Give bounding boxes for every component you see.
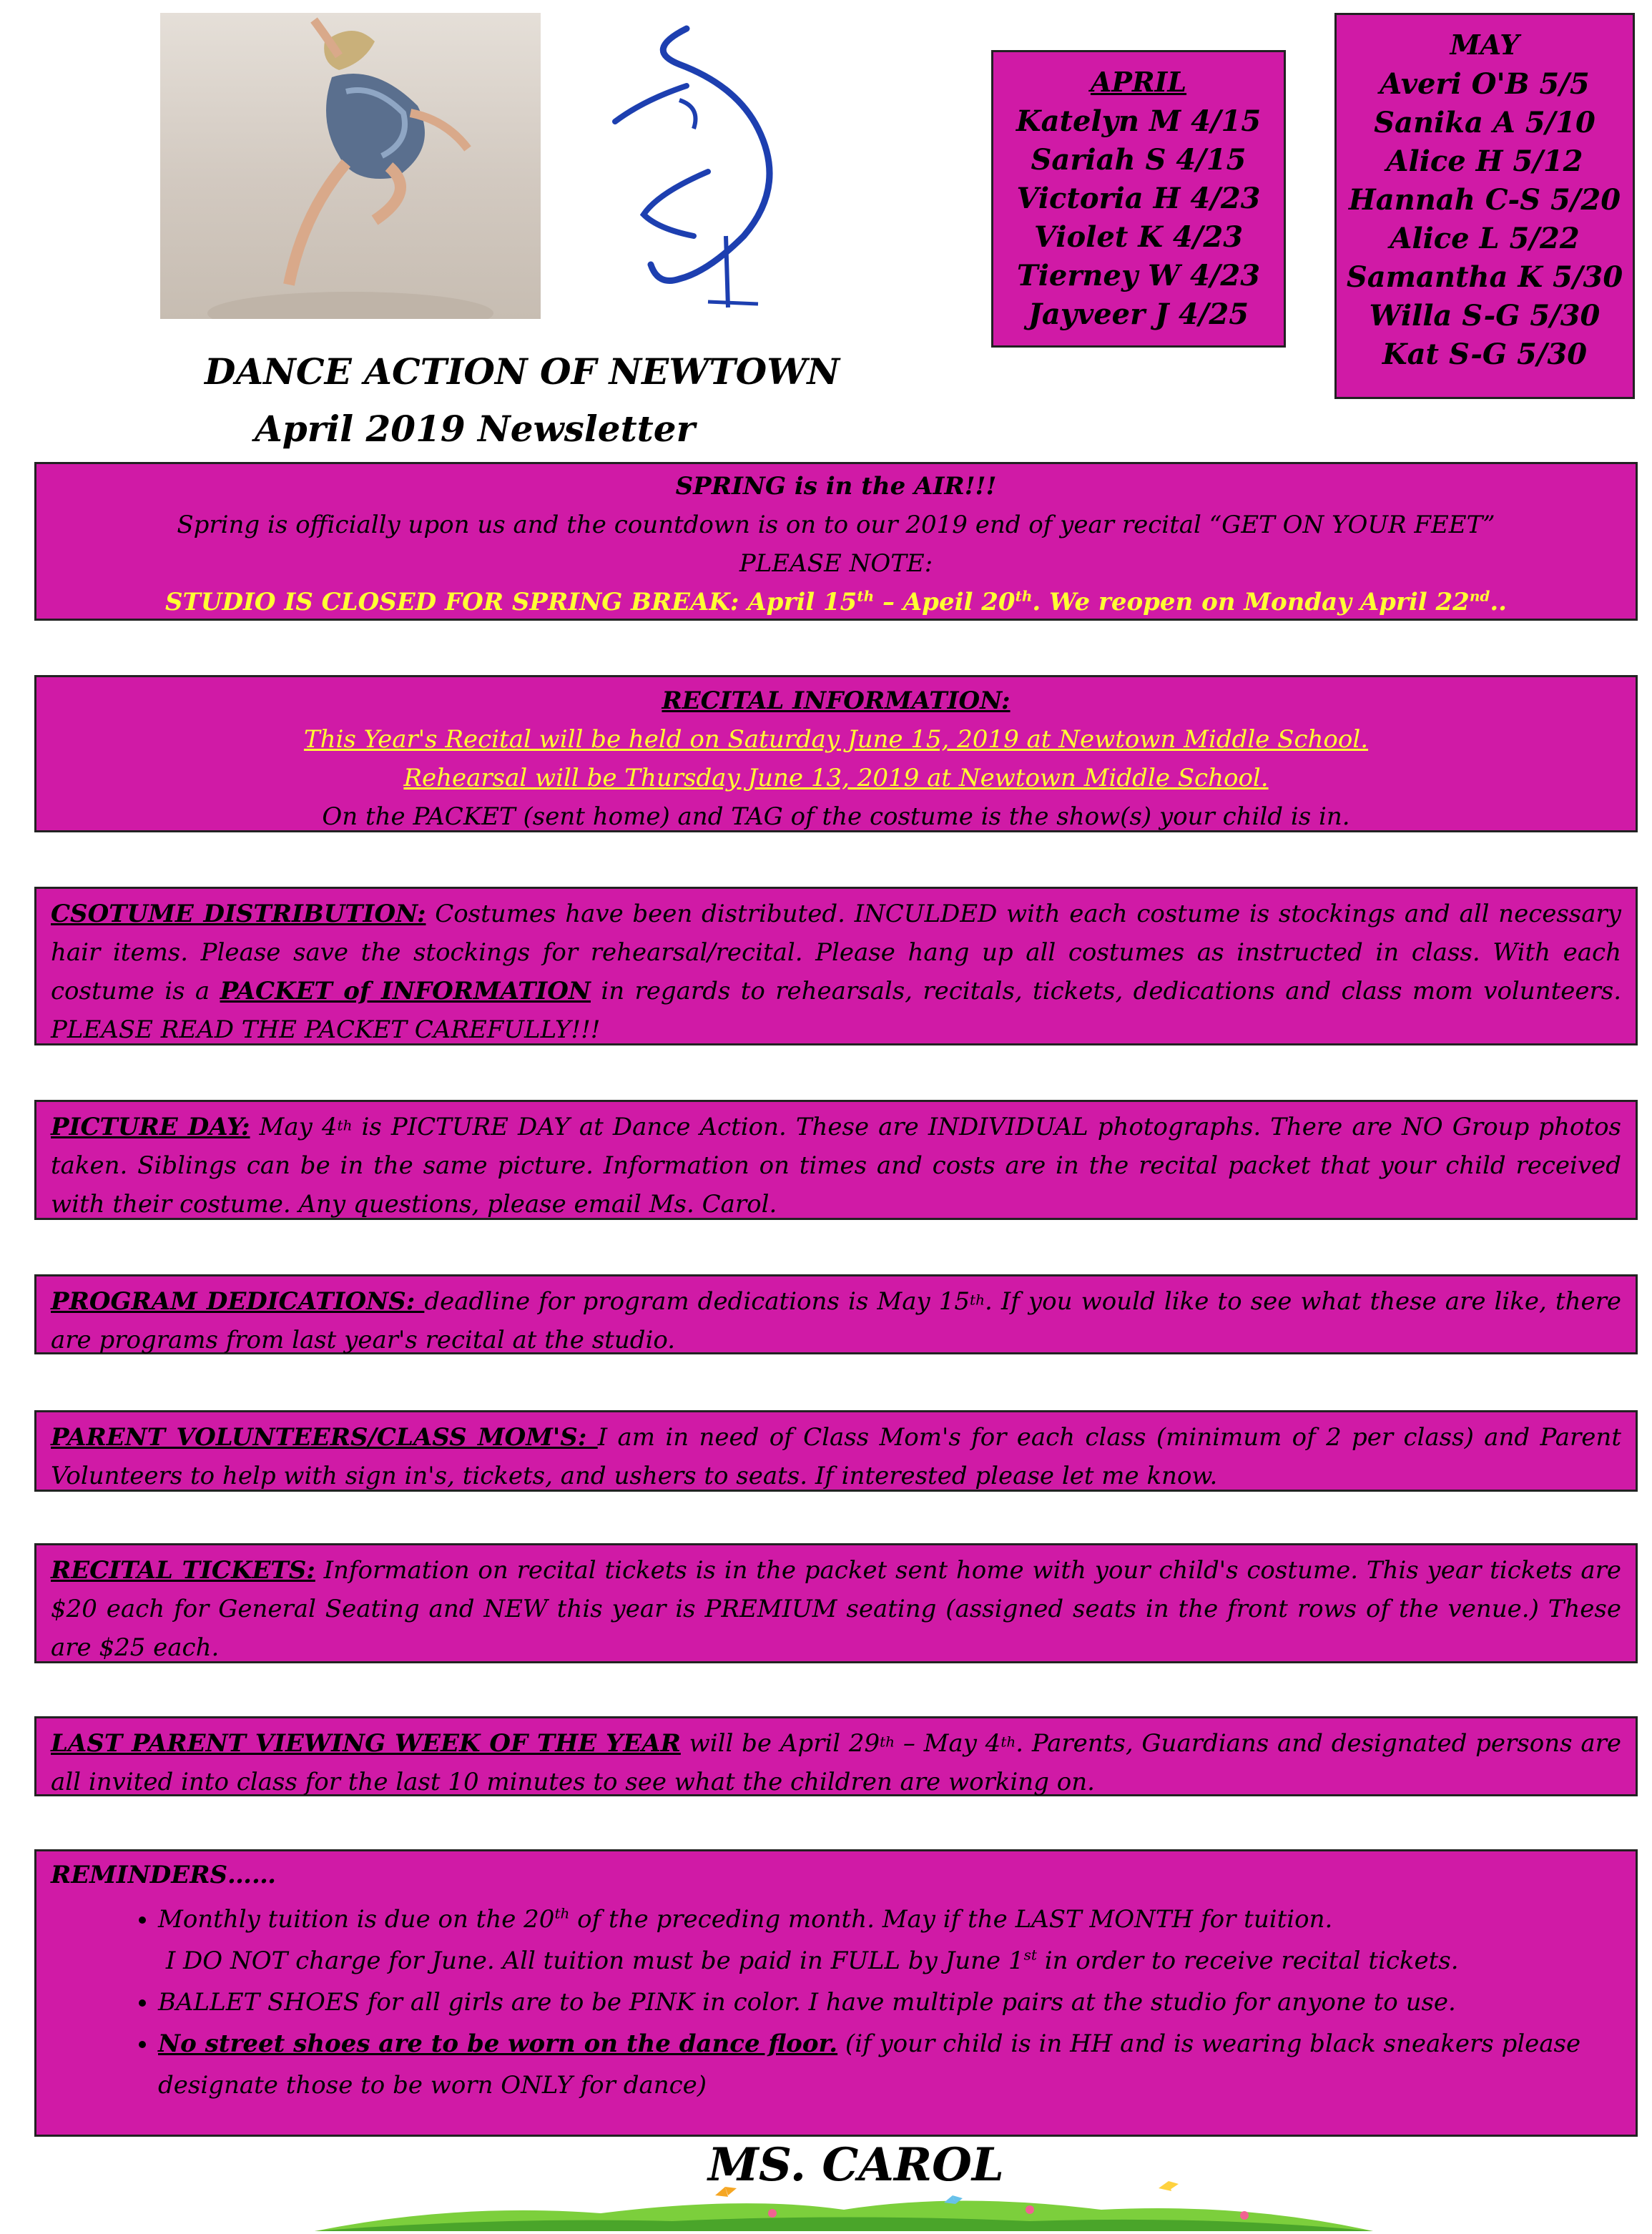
birthday-item: Sariah S 4/15 xyxy=(1031,143,1247,177)
birthday-item: Sanika A 5/10 xyxy=(1374,106,1596,139)
reminders-heading: REMINDERS…… xyxy=(51,1861,276,1889)
dedications-box: PROGRAM DEDICATIONS: deadline for program dedications is May 15th. If you would like to see what these are like, there are programs from last year's recital at the studio. xyxy=(34,1274,1638,1354)
april-title: APRIL xyxy=(1090,66,1187,98)
birthday-item: Tierney W 4/23 xyxy=(1016,259,1261,292)
volunteers-text: I am in need of Class Mom's for each class (minimum of 2 per class) and Parent Volunteers to help with sign in's, tickets, and ushers to seats. If interested please let me know. xyxy=(51,1423,1621,1490)
newsletter-title: DANCE ACTION OF NEWTOWN xyxy=(205,350,840,393)
may-title: MAY xyxy=(1450,29,1520,61)
dance-logo xyxy=(572,21,872,322)
newsletter-subtitle: April 2019 Newsletter xyxy=(255,408,695,450)
packet-of-information: PACKET of INFORMATION xyxy=(220,977,591,1005)
signature: MS. CAROL xyxy=(708,2138,1004,2192)
reminders-box xyxy=(34,1849,1638,2137)
birthday-item: Violet K 4/23 xyxy=(1033,220,1244,254)
dedications-heading: PROGRAM DEDICATIONS: xyxy=(51,1287,425,1316)
costume-heading: CSOTUME DISTRIBUTION: xyxy=(51,900,426,928)
dedications-text: deadline for program dedications is May 15 xyxy=(424,1287,970,1316)
recital-date: This Year's Recital will be held on Saturday June 15, 2019 at Newtown Middle School. xyxy=(303,725,1369,754)
tickets-heading: RECITAL TICKETS: xyxy=(51,1556,315,1585)
birthday-item: Jayveer J 4/25 xyxy=(1028,297,1249,331)
spring-text: Spring is officially upon us and the countdown is on to our 2019 end of year recital “GET ON YOUR FEET” xyxy=(177,511,1495,539)
packet-info: On the PACKET (sent home) and TAG of the costume is the show(s) your child is in. xyxy=(322,802,1350,831)
tickets-text: Information on recital tickets is in the packet sent home with your child's costume. This year tickets are $20 each for General Seating and NEW this year is PREMIUM seating (assigned seats in the front rows of the venue.) These are $25 each. xyxy=(51,1556,1621,1662)
studio-closed-notice: STUDIO IS CLOSED FOR SPRING BREAK: April 15th – Apeil 20th. We reopen on Monday April 22nd.. xyxy=(164,587,1508,616)
may-birthdays-box xyxy=(1334,13,1635,399)
picture-day-text: is PICTURE DAY at Dance Action. These are INDIVIDUAL photographs. There are NO Group photos taken. Siblings can be in the same picture. Information on times and costs are in the recital packet that your child received with their costume. Any questions, please email Ms. Carol. xyxy=(51,1113,1621,1219)
list-item: • BALLET SHOES for all girls are to be PINK in color. I have multiple pairs at the studio for anyone to use. xyxy=(158,1982,1621,2023)
costume-text-end: in regards to rehearsals, recitals, tickets, dedications and class mom volunteers. PLEASE READ THE PACKET CAREFULLY!!! xyxy=(51,977,1621,1044)
costume-box xyxy=(34,887,1638,1045)
viewing-heading: LAST PARENT VIEWING WEEK OF THE YEAR xyxy=(51,1729,681,1758)
picture-day-box: PICTURE DAY: May 4th is PICTURE DAY at Dance Action. These are INDIVIDUAL photographs. There are NO Group photos taken. Siblings can be in the same picture. Information on times and costs are in the recital packet that your child received with their costume. Any questions, please email Ms. Carol. xyxy=(34,1100,1638,1220)
picture-day-heading: PICTURE DAY: xyxy=(51,1113,250,1141)
tickets-box xyxy=(34,1543,1638,1663)
birthday-item: Samantha K 5/30 xyxy=(1346,260,1623,294)
list-item: • No street shoes are to be worn on the dance floor. (if your child is in HH and is wearing black sneakers please designate those to be worn ONLY for dance) xyxy=(158,2023,1621,2106)
birthday-item: Kat S-G 5/30 xyxy=(1382,338,1588,371)
please-note: PLEASE NOTE: xyxy=(739,549,933,578)
viewing-text: . Parents, Guardians and designated persons are all invited into class for the last 10 minutes to see what the children are working on. xyxy=(51,1729,1621,1796)
birthday-item: Katelyn M 4/15 xyxy=(1016,104,1262,138)
list-item: • Monthly tuition is due on the 20th of the preceding month. May if the LAST MONTH for tuition. I DO NOT charge for June. All tuition must be paid in FULL by June 1st in order to receive recital tickets. xyxy=(158,1899,1621,1982)
rehearsal-date: Rehearsal will be Thursday June 13, 2019 at Newtown Middle School. xyxy=(403,764,1269,792)
april-birthdays-box xyxy=(991,50,1286,348)
birthday-item: Victoria H 4/23 xyxy=(1016,182,1261,215)
birthday-item: Alice L 5/22 xyxy=(1390,222,1580,255)
birthday-item: Averi O'B 5/5 xyxy=(1380,67,1590,101)
dancer-photo xyxy=(160,13,541,319)
birthday-item: Alice H 5/12 xyxy=(1386,144,1583,178)
volunteers-heading: PARENT VOLUNTEERS/CLASS MOM'S: xyxy=(51,1423,598,1452)
volunteers-box xyxy=(34,1410,1638,1492)
spring-heading: SPRING is in the AIR!!! xyxy=(675,472,997,501)
birthday-item: Hannah C-S 5/20 xyxy=(1348,183,1621,217)
birthday-item: Willa S-G 5/30 xyxy=(1369,299,1601,333)
spring-notice-box xyxy=(34,462,1638,621)
recital-info-box xyxy=(34,675,1638,832)
viewing-week-box: LAST PARENT VIEWING WEEK OF THE YEAR will be April 29th – May 4th. Parents, Guardians and designated persons are all invited into class for the last 10 minutes to see what the children are working on. xyxy=(34,1716,1638,1796)
costume-text: Costumes have been distributed. INCULDED with each costume is stockings and all necessary hair items. Please save the stockings for rehearsal/recital. Please hang up all costumes as instructed in class. With each costume is a xyxy=(51,900,1621,1005)
recital-heading: RECITAL INFORMATION: xyxy=(662,687,1011,715)
reminders-list xyxy=(51,1899,1621,2106)
